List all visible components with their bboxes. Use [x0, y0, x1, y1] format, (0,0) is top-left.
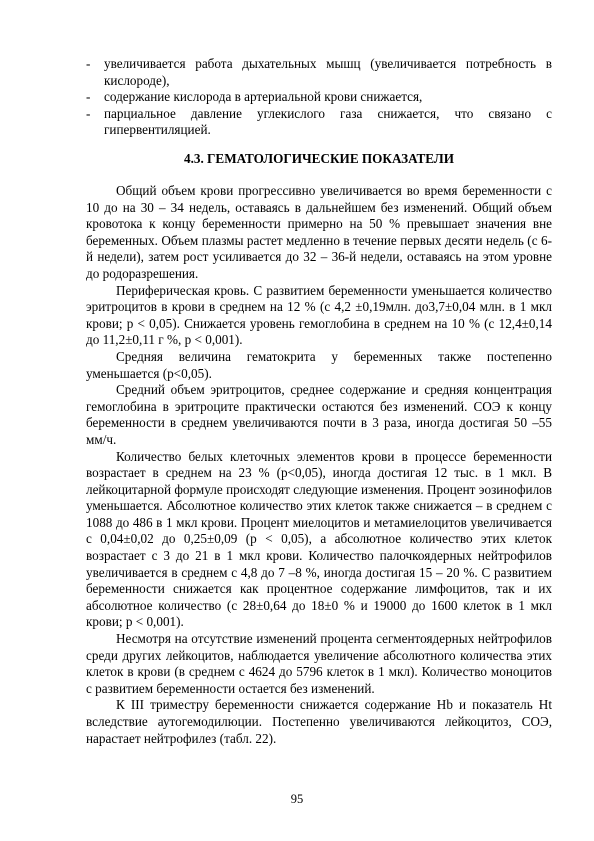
bullet-marker: - — [86, 56, 91, 71]
paragraph: Количество белых клеточных элементов крови в процессе беременности возрастает в среднем на 23 % (р<0,05), иногда достигая 12 тыс. в 1 мкл. В лейкоцитарной формуле происходят следующие изменения. Процент эозинофилов уменьшается. Абсолютное количество этих клеток также снижается – в среднем с 1088 до 486 в 1 мкл крови. Процент миелоцитов и метамиелоцитов увеличивается с 0,04±0,02 до 0,25±0,09 (р < 0,05), а абсолютное количество этих клеток возрастает с 3 до 21 в 1 мкл крови. Количество палочкоядерных нейтрофилов увеличивается в среднем с 4,8 до 7 –8 %, иногда достигая 15 – 20 %. С развитием беременности снижается как процентное содержание лимфоцитов, так и их абсолютное количество (с 28±0,64 до 18±0 % и 19000 до 1600 клеток в 1 мкл крови; р < 0,001). — [86, 448, 552, 630]
paragraph: Несмотря на отсутствие изменений процента сегментоядерных нейтрофилов среди других лейкоцитов, наблюдается увеличение абсолютного количества этих клеток в крови (в среднем с 4624 до 5796 клеток в 1 мкл). Количество моноцитов с развитием беременности остается без изменений. — [86, 631, 552, 696]
bullet-text: парциальное давление углекислого газа снижается, что связано с гипервентиляцией. — [104, 105, 552, 138]
section-heading: 4.3. ГЕМАТОЛОГИЧЕСКИЕ ПОКАЗАТЕЛИ — [183, 151, 455, 166]
body-text — [86, 183, 552, 747]
list-item — [86, 89, 552, 106]
paragraph: Средняя величина гематокрита у беременных также постепенно уменьшается (р<0,05). — [86, 348, 552, 381]
bullet-marker: - — [86, 105, 91, 121]
page-number: 95 — [290, 792, 304, 806]
paragraph: Общий объем крови прогрессивно увеличивается во время беременности с 10 до на 30 – 34 недель, оставаясь в дальнейшем без изменений. Общий объем кровотока к концу беременности примерно на 50 % превышает значения вне беременных. Объем плазмы растет медленно в течение первых десяти недель (с 6-й недели), затем рост усиливается до 32 – 36-й недели, оставаясь на этом уровне до родоразрешения. — [86, 183, 552, 281]
paragraph: Периферическая кровь. С развитием беременности уменьшается количество эритроцитов в крови в среднем на 12 % (с 4,2 ±0,19млн. до3,7±0,04 млн. в 1 мкл крови; р < 0,05). Снижается уровень гемоглобина в среднем на 10 % (с 12,4±0,14 до 11,2±0,11 г %, р < 0,001). — [86, 282, 552, 348]
paragraph: К III триместру беременности снижается содержание Hb и показатель Ht вследствие аутогемодилюции. Постепенно увеличиваются лейкоцитоз, СОЭ, нарастает нейтрофилез (табл. 22). — [86, 697, 552, 746]
bullet-text: увеличивается работа дыхательных мышц (увеличивается потребность в кислороде), — [104, 56, 552, 88]
bullet-list — [86, 56, 552, 139]
bullet-text: содержание кислорода в артериальной крови снижается, — [104, 89, 423, 105]
list-item — [86, 106, 552, 139]
paragraph: Средний объем эритроцитов, среднее содержание и средняя концентрация гемоглобина в эритроците практически остаются без изменений. СОЭ к концу беременности в среднем увеличиваются почти в 3 раза, иногда достигая 50 –55 мм/ч. — [86, 382, 552, 447]
list-item — [86, 56, 552, 89]
bullet-marker: - — [86, 89, 91, 105]
